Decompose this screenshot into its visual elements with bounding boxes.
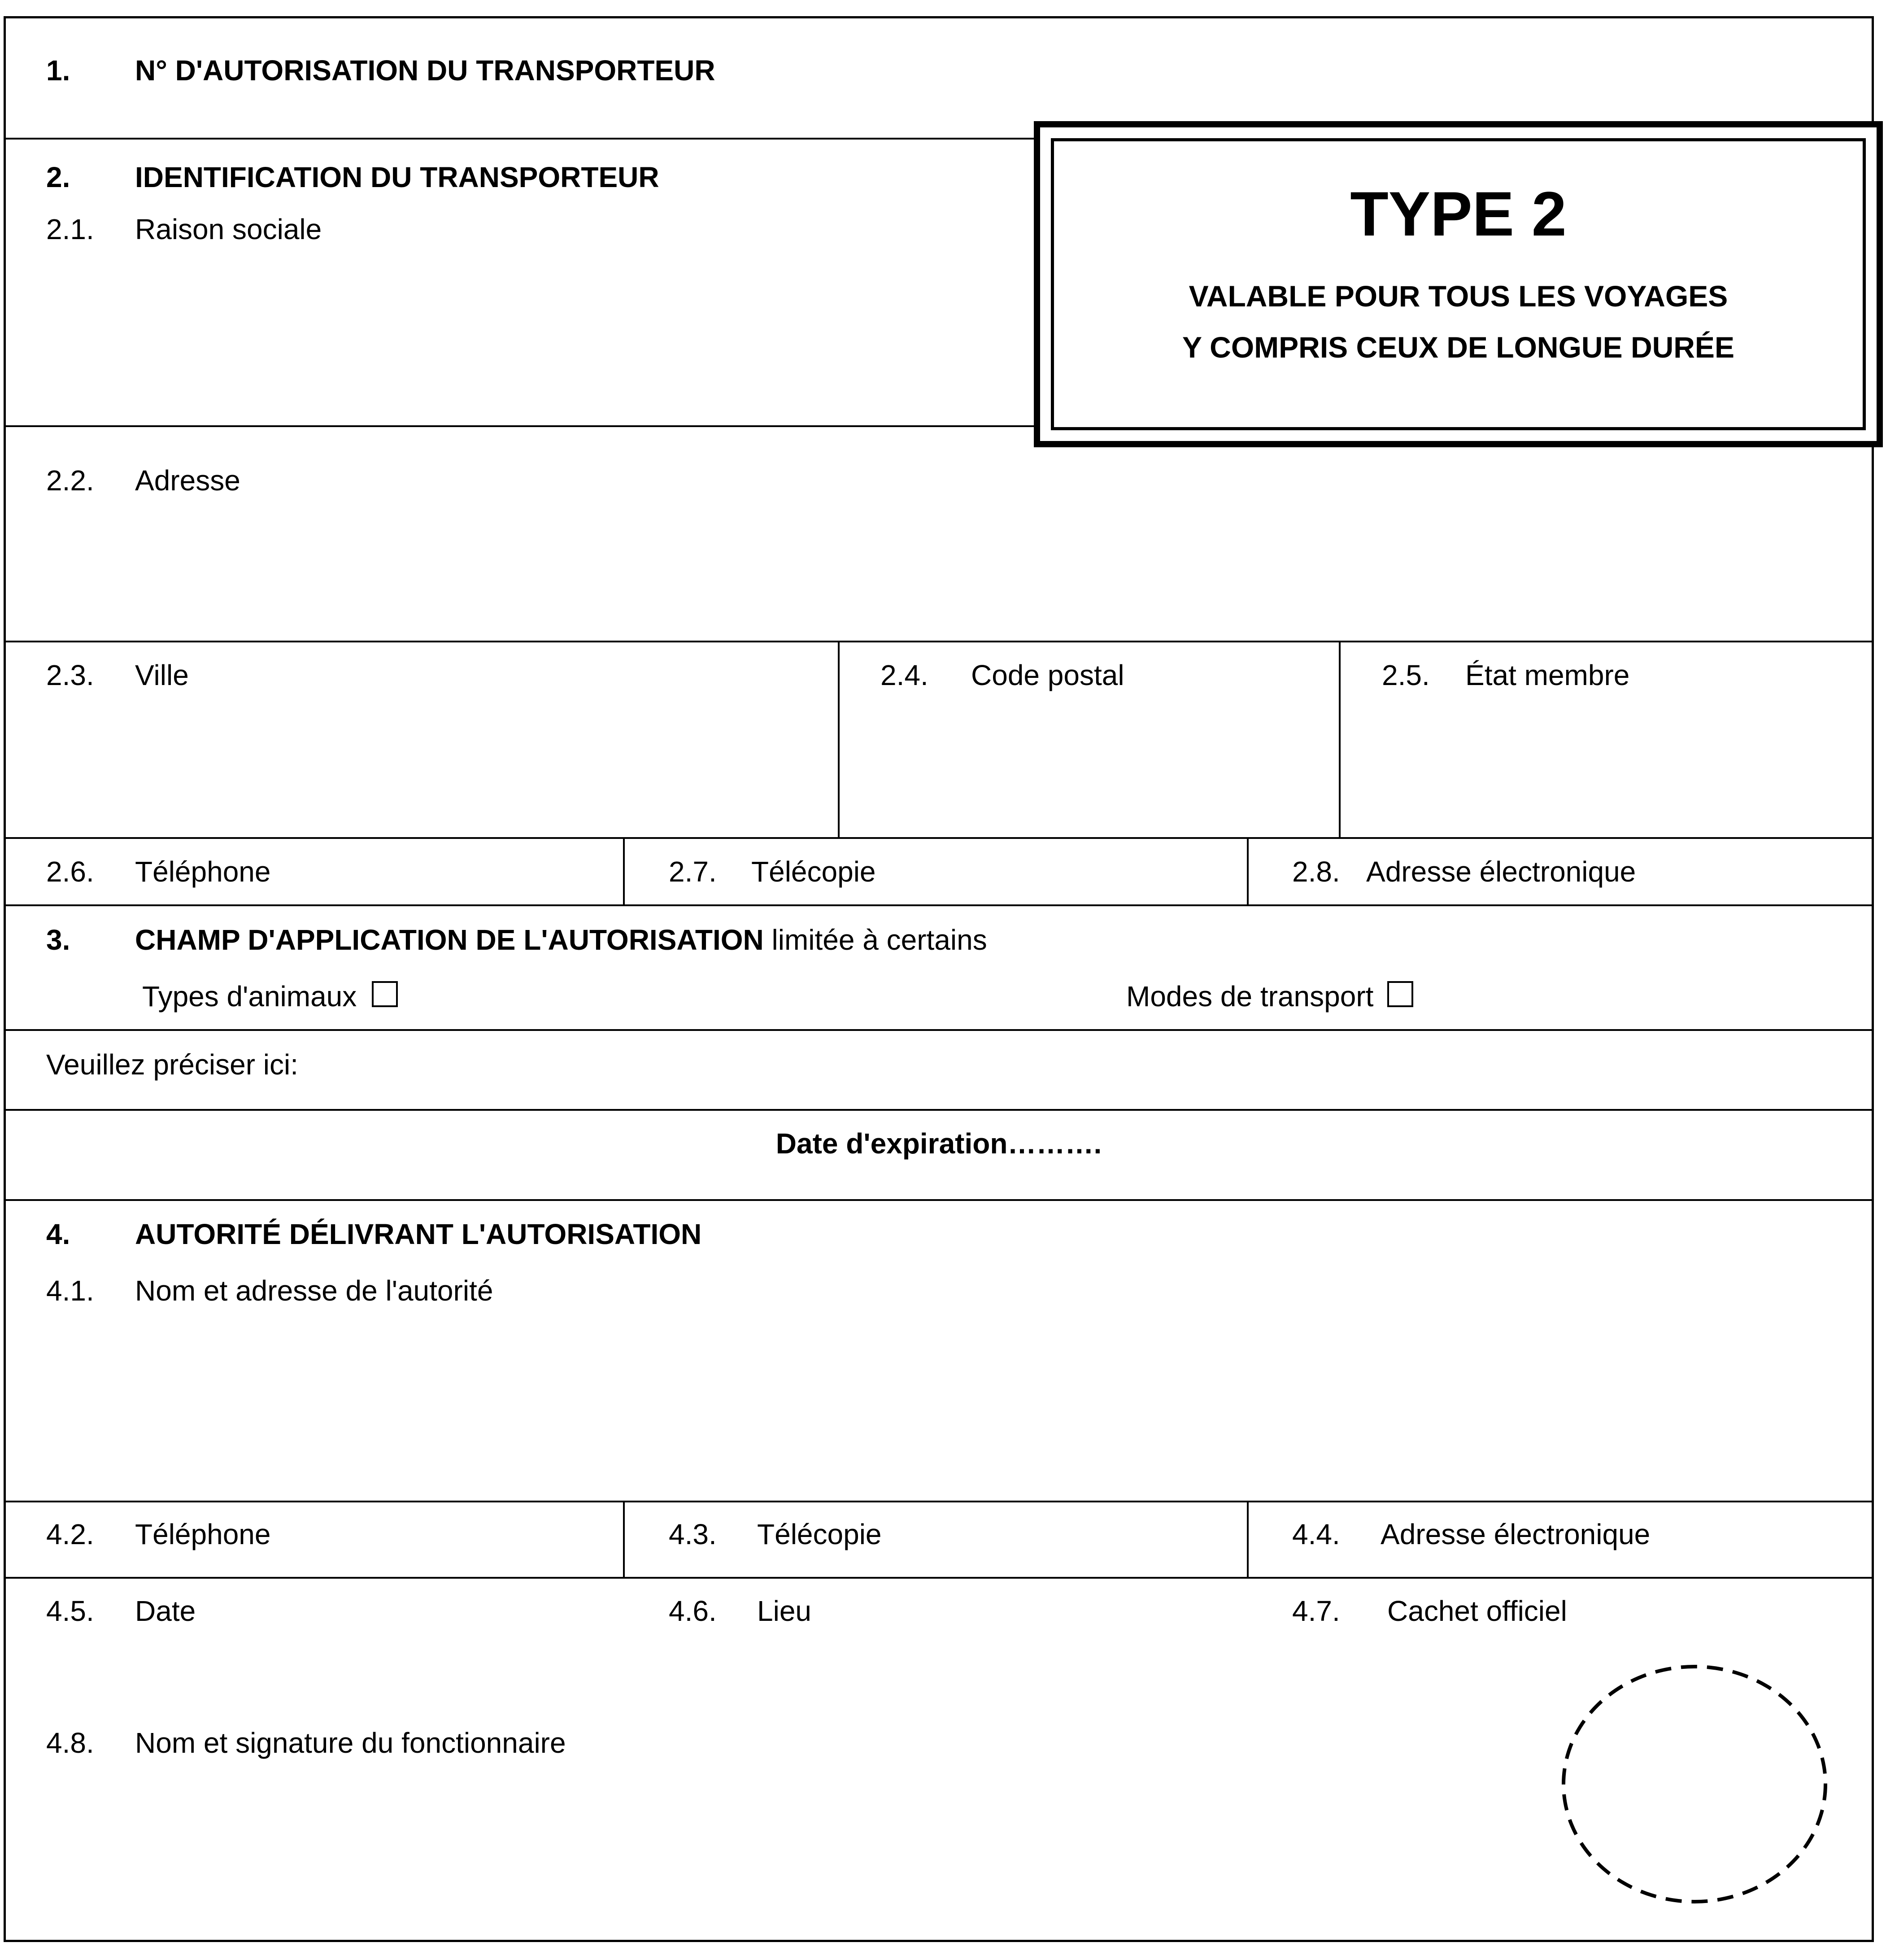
field-2-4-number: 2.4. — [880, 659, 928, 691]
type-2-validity-line-2: Y COMPRIS CEUX DE LONGUE DURÉE — [1182, 331, 1734, 364]
section-4-title: AUTORITÉ DÉLIVRANT L'AUTORISATION — [135, 1218, 702, 1250]
divider — [6, 1109, 1872, 1111]
field-4-4-number: 4.4. — [1292, 1518, 1340, 1550]
field-2-5-label[interactable]: État membre — [1465, 659, 1630, 691]
section-4-number: 4. — [46, 1218, 70, 1250]
type-2-box — [1034, 121, 1883, 447]
section-3-title-suffix: limitée à certains — [771, 924, 987, 956]
section-3-title: CHAMP D'APPLICATION DE L'AUTORISATION — [135, 924, 764, 956]
field-4-5-label[interactable]: Date — [135, 1595, 196, 1627]
field-2-1-number: 2.1. — [46, 213, 94, 245]
divider — [6, 425, 1036, 427]
field-4-2-number: 4.2. — [46, 1518, 94, 1550]
field-2-3-number: 2.3. — [46, 659, 94, 691]
section-2-number: 2. — [46, 161, 70, 193]
divider — [6, 641, 1872, 642]
type-2-title: TYPE 2 — [1350, 179, 1567, 249]
section-3-number: 3. — [46, 924, 70, 956]
transport-modes-checkbox[interactable] — [1387, 981, 1413, 1007]
divider — [6, 1577, 1872, 1579]
field-2-5-number: 2.5. — [1382, 659, 1430, 691]
field-2-3-label[interactable]: Ville — [135, 659, 189, 691]
divider — [1339, 641, 1341, 837]
field-4-4-label[interactable]: Adresse électronique — [1381, 1518, 1651, 1550]
expiration-date-label[interactable]: Date d'expiration………. — [775, 1127, 1102, 1160]
divider — [6, 837, 1872, 839]
field-4-7-number: 4.7. — [1292, 1595, 1340, 1627]
field-4-8-label[interactable]: Nom et signature du fonctionnaire — [135, 1727, 566, 1759]
field-4-1-number: 4.1. — [46, 1275, 94, 1307]
type-2-validity-line-1: VALABLE POUR TOUS LES VOYAGES — [1189, 279, 1728, 313]
divider — [1247, 837, 1249, 904]
field-2-8-number: 2.8. — [1292, 856, 1340, 888]
field-2-6-number: 2.6. — [46, 856, 94, 888]
field-4-7-label: Cachet officiel — [1387, 1595, 1567, 1627]
divider — [838, 641, 840, 837]
field-4-6-label[interactable]: Lieu — [757, 1595, 811, 1627]
field-2-4-label[interactable]: Code postal — [971, 659, 1124, 691]
divider — [623, 837, 625, 904]
types-animals-checkbox[interactable] — [372, 981, 398, 1007]
section-1-number: 1. — [46, 54, 70, 87]
field-4-1-label[interactable]: Nom et adresse de l'autorité — [135, 1275, 493, 1307]
field-2-7-number: 2.7. — [669, 856, 717, 888]
transport-modes-label: Modes de transport — [1126, 980, 1374, 1013]
field-2-8-label[interactable]: Adresse électronique — [1366, 856, 1636, 888]
divider — [6, 1029, 1872, 1031]
section-2-title: IDENTIFICATION DU TRANSPORTEUR — [135, 161, 659, 193]
field-4-5-number: 4.5. — [46, 1595, 94, 1627]
field-4-3-number: 4.3. — [669, 1518, 717, 1550]
divider — [623, 1501, 625, 1577]
types-animals-label: Types d'animaux — [142, 980, 357, 1013]
field-2-2-number: 2.2. — [46, 464, 94, 497]
section-1-title: N° D'AUTORISATION DU TRANSPORTEUR — [135, 54, 715, 87]
field-4-8-number: 4.8. — [46, 1727, 94, 1759]
field-4-3-label[interactable]: Télécopie — [757, 1518, 882, 1550]
field-2-6-label[interactable]: Téléphone — [135, 856, 271, 888]
type-2-inner-frame — [1051, 138, 1866, 430]
section-3-heading — [135, 925, 987, 954]
divider — [1247, 1501, 1249, 1577]
field-4-2-label[interactable]: Téléphone — [135, 1518, 271, 1550]
field-4-6-number: 4.6. — [669, 1595, 717, 1627]
divider — [6, 1199, 1872, 1201]
divider — [6, 904, 1872, 906]
specify-here-label[interactable]: Veuillez préciser ici: — [46, 1048, 298, 1081]
field-2-1-label[interactable]: Raison sociale — [135, 213, 322, 245]
official-stamp-circle — [1560, 1663, 1829, 1905]
divider — [6, 1501, 1872, 1502]
field-2-2-label[interactable]: Adresse — [135, 464, 240, 497]
field-2-7-label[interactable]: Télécopie — [751, 856, 876, 888]
